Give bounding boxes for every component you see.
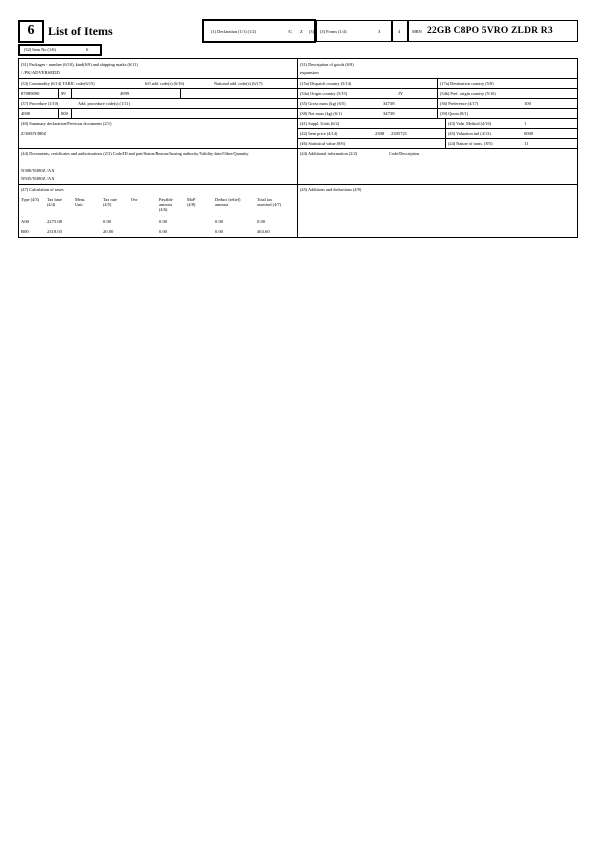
taxes-header-base: Tax base (4/4) (47, 197, 63, 207)
gross-mass-value: 34738 (383, 101, 395, 106)
item-price-label: (42) Item price (4/14) (300, 131, 338, 136)
documents-label: (44) Documents, certificates and authorisations (2/3) Code/ID and part/Status/Reason/Issuing authority/Validity date/Other/Quantity (21, 151, 249, 156)
statistical-label: (46) Statistical value (8/6) (300, 141, 345, 146)
packages-label: (31) Packages - number (6/10), kind(6/9) and shipping marks (6/11) (21, 62, 138, 67)
quota-label: (39) Quota (8/1) (440, 111, 469, 116)
valuation-ind-value: 0000 (524, 131, 534, 136)
forms-label: (3) Forms (1/4) (320, 29, 347, 34)
preference-value: 100 (524, 101, 531, 106)
mrn-value: 22GB C8PO 5VRO ZLDR R3 (427, 26, 553, 36)
net-mass-value: 34738 (383, 111, 395, 116)
document-row: N935/N380Z /AX (21, 176, 55, 181)
declaration-extra: Z (300, 29, 303, 34)
tax-total: 463.60 (257, 229, 270, 234)
tax-payable: 0.00 (159, 229, 168, 234)
tax-deduct: 0.00 (215, 219, 224, 224)
tax-rate: 20.00 (103, 229, 114, 234)
net-mass-label: (38) Net mass (kg) (6/1) (300, 111, 342, 116)
item-price-value2: 2305721 (391, 131, 408, 136)
procedure-label: (37) Procedure (1/10) (21, 101, 59, 106)
commodity-taric: 99 (61, 91, 66, 96)
forms-total: 4 (398, 29, 401, 34)
commodity-nat-label: National add. code(s) (6/17) (214, 81, 263, 86)
forms-value: 3 (378, 29, 381, 34)
description-label: (31) Description of goods (6/8) (300, 62, 354, 67)
document-row: N380/N380Z /AX (21, 168, 55, 173)
declaration-value: /C (288, 29, 293, 34)
val-method-value: 1 (524, 121, 527, 126)
nature-value: 11 (524, 141, 529, 146)
val-method-label: (43) Valn. Method (4/16) (448, 121, 492, 126)
tax-type: A00 (21, 219, 29, 224)
tax-rate: 0.00 (103, 219, 112, 224)
commodity-add-code: 4999 (120, 91, 130, 96)
item-no-value: 6 (86, 47, 89, 52)
declaration-extra2: (3) (309, 29, 315, 34)
procedure-add-label: Add. procedure code(s) (1/11) (78, 101, 130, 106)
additional-info-code-label: Code/Description (389, 151, 420, 156)
tax-deduct: 0.00 (215, 229, 224, 234)
preference-label: (36) Preference (4/17) (440, 101, 479, 106)
origin-value: JY (398, 91, 404, 96)
description-value: expansion (300, 70, 319, 75)
procedure-add-value: 000 (61, 111, 68, 116)
taxes-header-ovr: Ovr (131, 197, 138, 202)
supp-units-label: (41) Suppl. Units (6/2) (300, 121, 340, 126)
commodity-add-label: 6/0 add. code(s) (6/16) (145, 81, 185, 86)
tax-total: 0.00 (257, 219, 266, 224)
additions-label: (45) Additions and deductions (4/9) (300, 187, 362, 192)
tax-payable: 0.00 (159, 219, 168, 224)
taxes-header-rate: Tax rate (4/5) (103, 197, 117, 207)
nature-label: (24) Nature of trans. (8/5) (448, 141, 493, 146)
additional-info-label: (44) Additional information (2/2) (300, 151, 358, 156)
commodity-label: (33) Commodity (6/14) TARIC code(6/15) (21, 81, 95, 86)
procedure-value: 4000 (21, 111, 31, 116)
mrn-label: MRN (412, 29, 422, 34)
taxes-header-unit: Meas. Unit (75, 197, 86, 207)
taxes-header-type: Type (4/3) (21, 197, 39, 202)
dispatch-label: (15a) Dispatch country (5/14) (300, 81, 352, 86)
taxes-label: (47) Calculation of taxes (21, 187, 64, 192)
tax-base: 2318.03 (47, 229, 62, 234)
summary-value: Z/380/N380Z (21, 131, 47, 136)
taxes-header-total: Total tax assessed (4/7) (257, 197, 281, 207)
tax-type: B00 (21, 229, 29, 234)
tax-base: 2275.08 (47, 219, 62, 224)
commodity-code: 87089090 (21, 91, 40, 96)
page-title: List of Items (48, 24, 113, 38)
taxes-header-mop: MoP (4/8) (187, 197, 196, 207)
destination-label: (17a) Destination country (5/8) (440, 81, 494, 86)
gross-mass-label: (35) Gross mass (kg) (6/5) (300, 101, 346, 106)
taxes-header-payable: Payable amount (4/6) (159, 197, 173, 212)
origin-label: (34a) Origin country (5/15) (300, 91, 348, 96)
packages-value: / /PK/ADVERSEDD (21, 70, 60, 75)
taxes-header-deduct: Deduct (relief) amount (215, 197, 241, 207)
page-number: 6 (27, 23, 35, 38)
item-price-value: 2308 (375, 131, 385, 136)
pref-origin-label: (34b) Pref. origin country (5/16) (440, 91, 496, 96)
summary-label: (40) Summary declaration/Previous documents (2/1) (21, 121, 112, 126)
valuation-ind-label: (45) Valuation ind (4/13) (448, 131, 491, 136)
declaration-label: (1) Declaration (1/1) (1/2) (211, 29, 256, 34)
item-no-label: (32) Item No (1/6) (24, 47, 56, 52)
